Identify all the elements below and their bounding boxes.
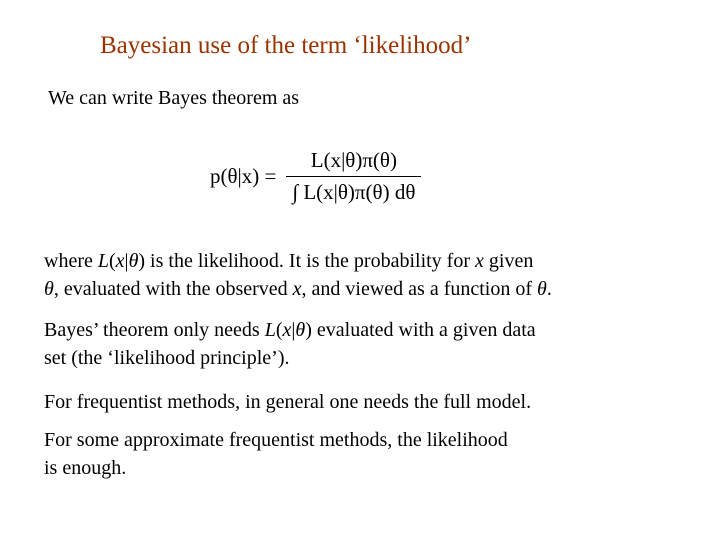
slide-title: Bayesian use of the term ‘likelihood’ [100, 32, 472, 59]
text-run: | [124, 250, 129, 272]
text-run: ) evaluated with a given data [305, 319, 536, 341]
likelihood-definition-paragraph [44, 247, 684, 303]
intro-text: We can write Bayes theorem as [48, 87, 300, 109]
formula-numerator: L(x|θ)π(θ) [310, 147, 397, 172]
paragraph-line: set (the ‘likelihood principle’). [44, 347, 290, 369]
math-symbol: L [97, 250, 109, 272]
text-run: , and viewed as a function of [301, 278, 538, 300]
math-symbol: L [264, 319, 276, 341]
text-run: ( [108, 250, 116, 272]
math-symbol: θ [295, 319, 306, 341]
text-run: ( [275, 319, 283, 341]
math-symbol: x [292, 278, 302, 300]
paragraph-line: is enough. [44, 457, 127, 479]
paragraph-line: For some approximate frequentist methods, the likelihood [44, 429, 508, 451]
bayes-formula [210, 145, 421, 207]
text-run: given [483, 250, 534, 272]
text-run: where [44, 250, 98, 272]
text-run: , evaluated with the observed [53, 278, 293, 300]
math-symbol: θ [128, 250, 139, 272]
math-symbol: x [475, 250, 484, 272]
paragraph-line [44, 247, 684, 275]
text-run: ) is the likelihood. It is the probability for [138, 250, 476, 272]
frequentist-paragraph [44, 388, 684, 416]
formula-lhs: p(θ|x) = [210, 163, 277, 188]
formula-fraction [286, 148, 421, 205]
formula-denominator: ∫ L(x|θ)π(θ) dθ [286, 176, 421, 205]
text-run: | [291, 319, 296, 341]
math-symbol: θ [537, 278, 547, 300]
text-run: Bayes’ theorem only needs [44, 319, 265, 341]
math-symbol: θ [44, 278, 54, 300]
math-symbol: x [115, 250, 125, 272]
approximate-frequentist-paragraph [44, 426, 684, 482]
paragraph-line [44, 316, 684, 344]
paragraph-line [44, 275, 684, 303]
paragraph-line: For frequentist methods, in general one needs the full model. [44, 391, 532, 413]
bayes-theorem-paragraph [44, 316, 684, 372]
text-run: . [546, 278, 552, 300]
math-symbol: x [282, 319, 292, 341]
